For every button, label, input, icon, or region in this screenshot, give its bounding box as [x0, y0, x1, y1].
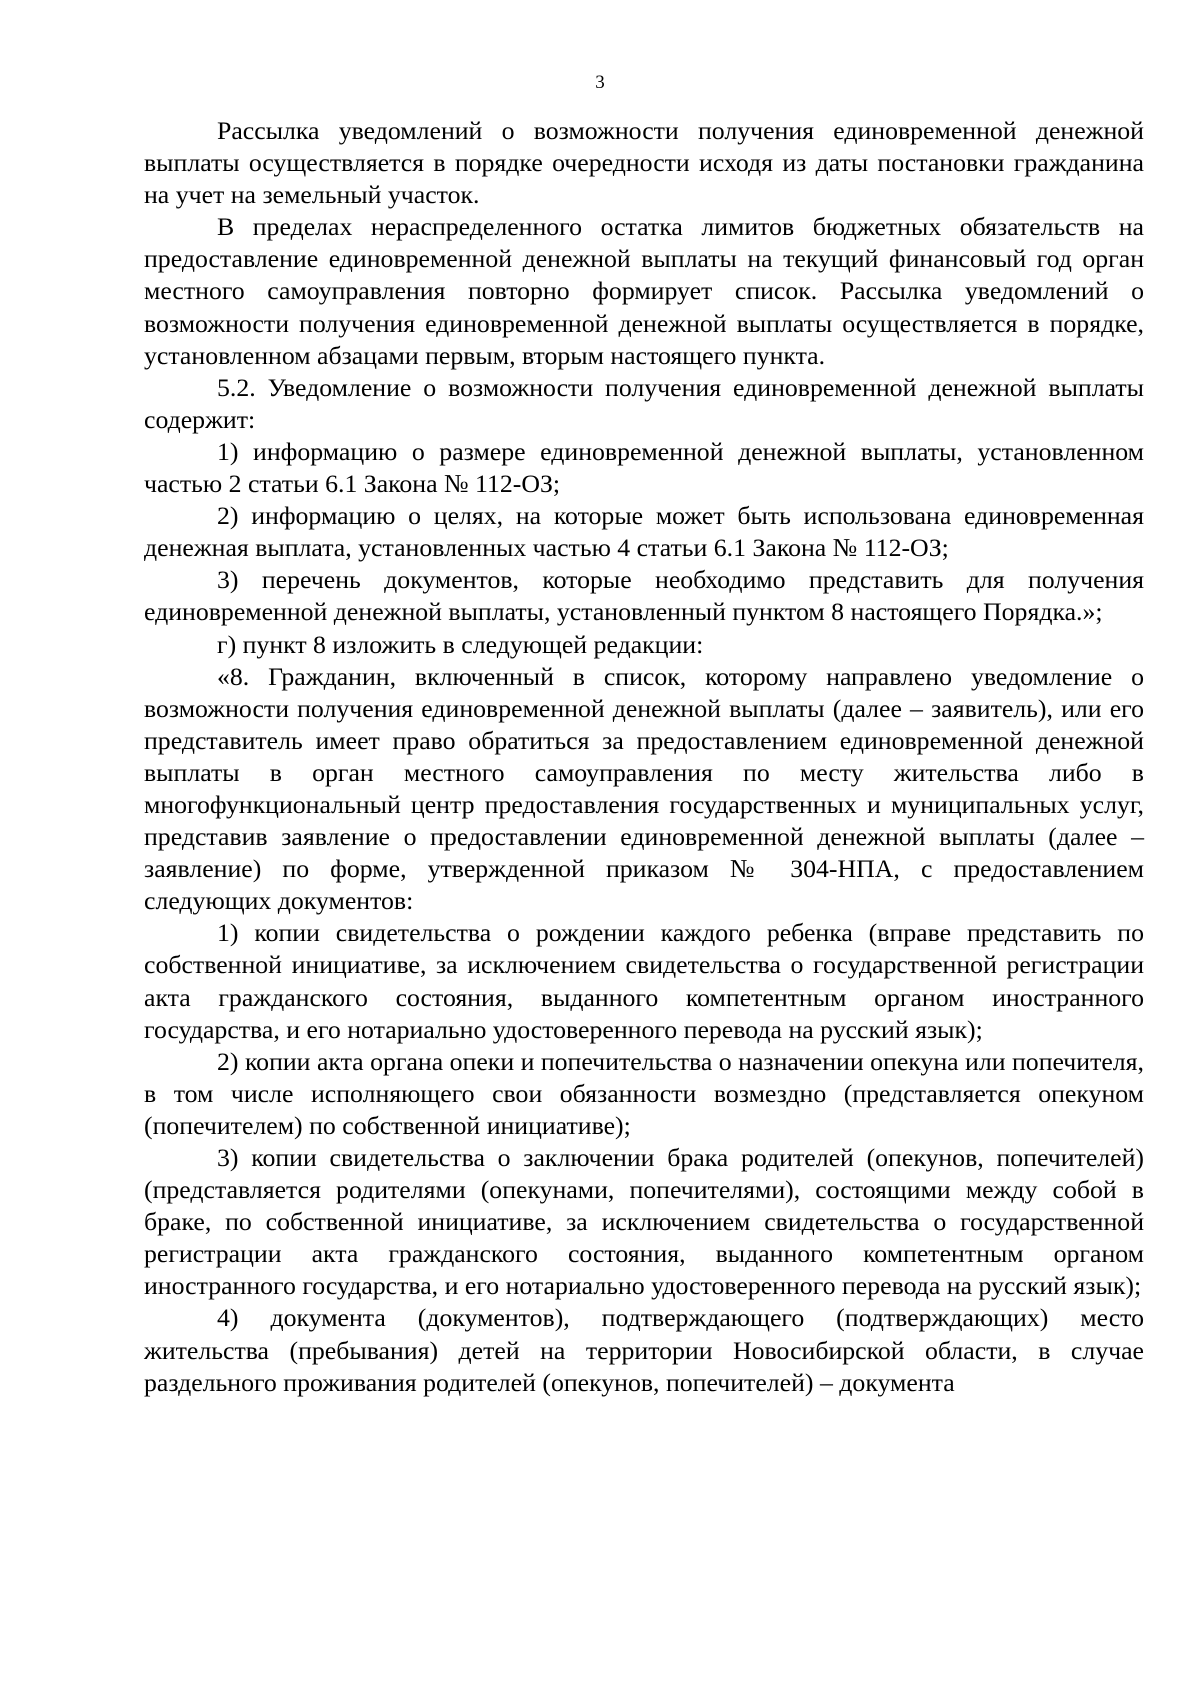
list-item-8-3: 3) копии свидетельства о заключении брака родителей (опекунов, попечителей) (представляется родителями (опекунами, попечителями), состоящими между собой в браке, по собственной инициативе, за исключением свидетельства о государственной регистрации акта гражданского состояния, выданного компетентным органом иностранного государства, и его нотариально удостоверенного перевода на русский язык);: [144, 1143, 1144, 1301]
paragraph-5-2: 5.2. Уведомление о возможности получения единовременной денежной выплаты содержит:: [144, 372, 1144, 434]
list-item-5-2-3: 3) перечень документов, которые необходимо представить для получения единовременной денежной выплаты, установленный пунктом 8 настоящего Порядка.»;: [144, 565, 1144, 627]
paragraph-amendment-g: г) пункт 8 изложить в следующей редакции:: [217, 629, 704, 659]
page-number: 3: [595, 72, 605, 93]
paragraph-budget-limits: В пределах нераспределенного остатка лимитов бюджетных обязательств на предоставление единовременной денежной выплаты на текущий финансовый год орган местного самоуправления повторно формирует список. Рассылка уведомлений о возможности получения единовременной денежной выплаты осуществляется в порядке, установленном абзацами первым, вторым настоящего пункта.: [144, 212, 1144, 370]
document-body: [144, 115, 1144, 1399]
list-item-5-2-1: 1) информацию о размере единовременной денежной выплаты, установленном частью 2 статьи 6.1 Закона № 112-ОЗ;: [144, 436, 1144, 499]
list-item-5-2-2: 2) информацию о целях, на которые может быть использована единовременная денежная выплата, установленных частью 4 статьи 6.1 Закона № 112-ОЗ;: [144, 501, 1144, 563]
paragraph-point-8: «8. Гражданин, включенный в список, которому направлено уведомление о возможности получения единовременной денежной выплаты (далее – заявитель), или его представитель имеет право обратиться за предоставлением единовременной денежной выплаты в орган местного самоуправления по месту жительства либо в многофункциональный центр предоставления государственных и муниципальных услуг, представив заявление о предоставлении единовременной денежной выплаты (далее – заявление) по форме, утвержденной приказом № 304-НПА, с предоставлением следующих документов:: [144, 661, 1144, 916]
list-item-8-2: 2) копии акта органа опеки и попечительства о назначении опекуна или попечителя, в том числе исполняющего свои обязанности возмездно (представляется опекуном (попечителем) по собственной инициативе);: [144, 1046, 1144, 1140]
list-item-8-4: 4) документа (документов), подтверждающего (подтверждающих) место жительства (пребывания) детей на территории Новосибирской области, в случае раздельного проживания родителей (опекунов, попечителей) – документа: [144, 1303, 1144, 1397]
list-item-8-1: 1) копии свидетельства о рождении каждого ребенка (вправе представить по собственной инициативе, за исключением свидетельства о государственной регистрации акта гражданского состояния, выданного компетентным органом иностранного государства, и его нотариально удостоверенного перевода на русский язык);: [144, 918, 1144, 1044]
paragraph-notification-mailing: Рассылка уведомлений о возможности получения единовременной денежной выплаты осуществляется в порядке очередности исходя из даты постановки гражданина на учет на земельный участок.: [144, 116, 1144, 210]
